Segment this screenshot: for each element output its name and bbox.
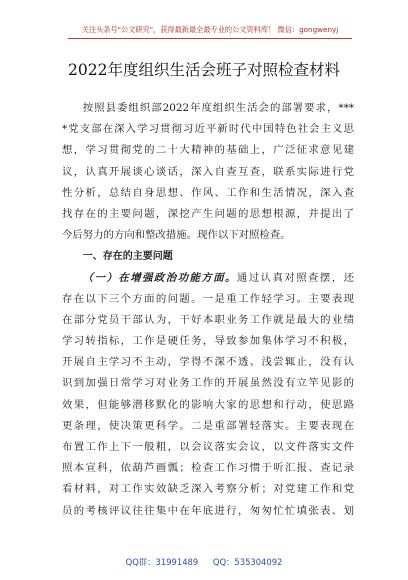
intro-line: 性分析，总结自身思想、作风、工作和生活情况，深入查 bbox=[62, 186, 354, 199]
section-heading: 一、存在的主要问题 bbox=[82, 251, 173, 263]
body-line: 照本宣科，依葫芦画瓢；检查工作习惯于听汇报、查记录 bbox=[62, 462, 354, 475]
page-footer bbox=[0, 556, 408, 568]
body-line: 学习转指标，工作是硬任务，导致参加集体学习不积极， bbox=[62, 335, 354, 348]
intro-line: 议，认真开展谈心谈话，深入自查互查，联系实际进行党 bbox=[62, 165, 354, 178]
body-line: 在部分党员干部认为，干好本职业务工作就是最大的业绩 bbox=[62, 313, 354, 326]
intro-line: 找存在的主要问题，深挖产生问题的思想根源，并提出了 bbox=[62, 207, 354, 220]
intro-line: 按照县委组织部2022年度组织生活会的部署要求，*** bbox=[82, 102, 354, 114]
subsection-heading: （一）在增强政治功能方面。 bbox=[82, 271, 237, 284]
body-line: 布置工作上下一般粗，以会议落实会议，以文件落实文件 bbox=[62, 441, 354, 453]
document-title: 2022年度组织生活会班子对照检查材料 bbox=[68, 61, 340, 79]
subsection-line bbox=[62, 268, 354, 289]
intro-line: 今后努力的方向和整改措施。现作以下对照检查。 bbox=[62, 229, 291, 242]
body-line: 开展自主学习不主动，学得不深不透、浅尝辄止，没有认 bbox=[62, 356, 354, 369]
intro-line: 想，学习贯彻党的二十大精神的基础上，广泛征求意见建 bbox=[62, 144, 354, 157]
footer-qq-group: QQ群：31991489 bbox=[125, 557, 199, 567]
intro-line: *党支部在深入学习贯彻习近平新时代中国特色社会主义思 bbox=[62, 123, 354, 136]
promo-banner: 关注头条号"公文研究"，获得最新最全最专业的公文资料库！ 微信：gongwenyj bbox=[68, 24, 352, 39]
body-line: 看材料，对工作实效缺乏深入考察分析；对党建工作和党 bbox=[62, 483, 354, 496]
subsection-heading-rest: 通过认真对照查摆，还 bbox=[236, 271, 354, 284]
body-line: 存在以下三个方面的问题。一是重工作轻学习。主要表现 bbox=[62, 292, 354, 305]
footer-qq: QQ：535304092 bbox=[212, 557, 283, 567]
body-line: 更条理，使决策更科学。二是重部署轻落实。主要表现在 bbox=[62, 419, 354, 432]
body-line: 员的考核评议往往集中在年底进行，匆匆忙忙填张表、划 bbox=[62, 504, 354, 517]
document-body bbox=[62, 98, 354, 522]
body-line: 效果，但能够潜移默化的影响大家的思想和行动，使思路 bbox=[62, 398, 354, 411]
body-line: 识到加强日常学习对业务工作的开展虽然没有立竿见影的 bbox=[62, 377, 354, 390]
